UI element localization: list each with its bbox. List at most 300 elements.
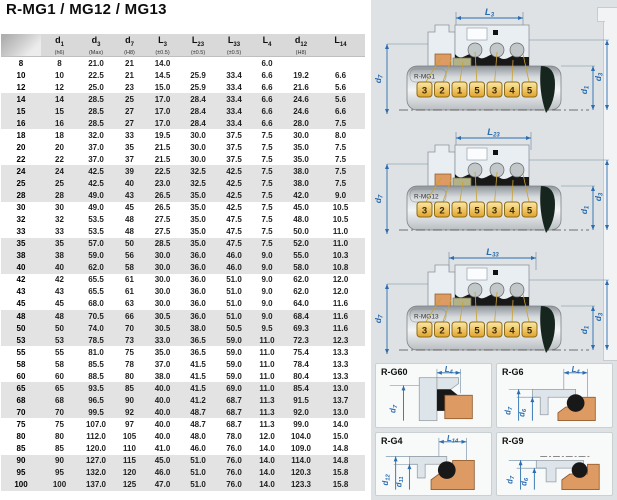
cell: 96.5 <box>88 395 104 405</box>
cell: 21.6 <box>293 82 309 92</box>
o-ring <box>567 394 585 412</box>
cell: 17.0 <box>154 106 171 116</box>
cell: 11.0 <box>259 383 275 393</box>
cell: 76.0 <box>226 468 242 478</box>
cell: 14.0 <box>332 419 349 429</box>
cell: 50.5 <box>226 323 242 333</box>
table-row <box>1 165 365 177</box>
table-row <box>1 129 365 141</box>
cell: 57.0 <box>88 239 104 249</box>
cell: 18 <box>16 130 26 140</box>
cell: 85 <box>16 444 26 454</box>
cell: 33.4 <box>226 118 242 128</box>
cell: 33.4 <box>226 70 242 80</box>
badge-number: 3 <box>491 205 498 217</box>
spring <box>510 163 524 177</box>
dim-label: d6 <box>519 477 530 486</box>
cell: 85 <box>125 383 134 393</box>
cell: 6.6 <box>261 106 273 116</box>
table-row <box>1 141 365 153</box>
cell: 9.0 <box>261 287 273 297</box>
cell: 32.0 <box>88 130 104 140</box>
cell: 53 <box>16 335 26 345</box>
cell: 76.0 <box>226 456 242 466</box>
cell: 26.5 <box>154 203 171 213</box>
cell: 45 <box>16 299 26 309</box>
cell: 6.6 <box>261 70 273 80</box>
cell: 10.3 <box>332 251 349 261</box>
dim-label: d1 <box>579 325 591 335</box>
cell: 30.0 <box>154 299 171 309</box>
cell: 58 <box>16 359 26 369</box>
cell: 14.0 <box>259 456 275 466</box>
badge-number: 2 <box>439 205 445 217</box>
cell: 13.0 <box>332 407 349 417</box>
cell: 132.0 <box>85 468 107 478</box>
table-row <box>1 202 365 214</box>
cell: 6.6 <box>261 118 273 128</box>
badge-number: 3 <box>421 205 428 217</box>
cell: 6.6 <box>261 82 273 92</box>
badge-number: 3 <box>421 85 428 97</box>
cell: 32.5 <box>190 178 206 188</box>
cell: 51.0 <box>226 287 242 297</box>
cell: 15.0 <box>332 431 349 441</box>
cell: 105 <box>122 431 137 441</box>
cell: 53.5 <box>88 215 104 225</box>
cell: 45.0 <box>293 203 309 213</box>
cell: 59.0 <box>226 371 242 381</box>
diagram-label: R-MG1 <box>414 73 435 81</box>
cell: 46.0 <box>154 468 171 478</box>
cell: 137.0 <box>85 480 107 490</box>
cell: 12.3 <box>332 335 349 345</box>
cell: 90 <box>16 456 26 466</box>
cell: 6.6 <box>261 94 273 104</box>
cell: 30.5 <box>154 323 171 333</box>
cell: 7.5 <box>261 215 273 225</box>
cell: 12.0 <box>259 431 275 441</box>
cell: 97 <box>125 419 134 429</box>
cell: 25.9 <box>190 70 206 80</box>
cell: 75.4 <box>293 347 309 357</box>
cell: 91.5 <box>293 395 309 405</box>
dim-label: d3 <box>593 192 605 202</box>
cell: 10 <box>55 70 64 80</box>
cell: 120.0 <box>85 444 107 454</box>
badge-number: 4 <box>509 205 515 217</box>
cell: 30.0 <box>154 275 171 285</box>
badge-number: 1 <box>456 205 463 217</box>
detail-card-r-g9 <box>496 432 613 497</box>
dim-label: d12 <box>380 473 392 486</box>
dim-label: d7 <box>505 475 517 484</box>
cell: 14.0 <box>154 58 171 68</box>
cell: 120.3 <box>290 468 312 478</box>
cell: 61 <box>125 275 134 285</box>
cell: 30.0 <box>190 154 206 164</box>
cell: 64.0 <box>293 299 309 309</box>
cell: 41.0 <box>154 444 171 454</box>
cell: 68.7 <box>226 395 242 405</box>
cell: 21.5 <box>154 142 171 152</box>
cell: 51.0 <box>190 456 206 466</box>
cell: 14.5 <box>154 70 171 80</box>
cell: 26.5 <box>154 191 171 201</box>
cell: 68 <box>16 395 26 405</box>
cell: 28 <box>16 191 26 201</box>
cell: 22 <box>55 154 64 164</box>
cell: 40 <box>16 263 26 273</box>
cell: 11.0 <box>259 359 275 369</box>
cell: 11.6 <box>332 311 349 321</box>
cell: 24.6 <box>293 94 309 104</box>
dim-label: d7 <box>373 314 385 324</box>
cell: 40 <box>55 263 64 273</box>
cell: 32.5 <box>190 166 206 176</box>
cell: 37.5 <box>226 142 242 152</box>
cell: 37.5 <box>226 130 242 140</box>
cell: 14.8 <box>332 444 349 454</box>
table-row <box>1 443 365 455</box>
badge-number: 3 <box>491 85 498 97</box>
cell: 92 <box>125 407 134 417</box>
cell: 70 <box>16 407 26 417</box>
cell: 51.0 <box>190 480 206 490</box>
table-row <box>1 93 365 105</box>
cell: 120 <box>122 468 137 478</box>
table-body <box>1 57 365 491</box>
cell: 45 <box>55 299 64 309</box>
cell: 70 <box>125 323 134 333</box>
cell: 40 <box>125 178 134 188</box>
cell: 22.5 <box>154 166 171 176</box>
badge-number: 4 <box>509 85 515 97</box>
cell: 36.5 <box>190 335 206 345</box>
seal-diagram-r-mg1 <box>371 4 617 122</box>
badge-number: 3 <box>491 325 498 337</box>
cell: 38.0 <box>293 166 309 176</box>
cell: 66 <box>125 311 134 321</box>
column-header-L3: $L_3$ (±0.5) <box>155 35 170 56</box>
cell: 30.0 <box>293 130 309 140</box>
cell: 41.2 <box>190 395 206 405</box>
cell: 55.0 <box>293 251 309 261</box>
cell: 14.8 <box>332 456 349 466</box>
cell: 100 <box>52 480 67 490</box>
cell: 51.0 <box>226 275 242 285</box>
cell: 14.0 <box>259 480 275 490</box>
cell: 78 <box>125 359 134 369</box>
badge-number: 5 <box>474 85 480 97</box>
table-row <box>1 382 365 394</box>
cell: 33.4 <box>226 82 242 92</box>
detail-cards <box>375 363 613 496</box>
cell: 6.6 <box>334 70 347 80</box>
cell: 109.0 <box>290 444 312 454</box>
cell: 35.0 <box>154 347 171 357</box>
cell: 46.0 <box>190 444 206 454</box>
cell: 27 <box>125 118 134 128</box>
table-row <box>1 57 365 69</box>
cell: 15 <box>16 106 26 116</box>
badge-number: 5 <box>526 205 533 217</box>
cell: 36.0 <box>190 311 206 321</box>
cell: 25 <box>125 94 134 104</box>
dim-label: d6 <box>517 408 529 417</box>
cell: 35 <box>55 239 64 249</box>
dim-label: L23 <box>487 127 500 139</box>
table-row <box>1 250 365 262</box>
card-label: R-G60 <box>381 367 408 377</box>
cell: 42 <box>55 275 64 285</box>
cell: 27.5 <box>154 215 171 225</box>
cell: 59.0 <box>226 359 242 369</box>
cell: 25 <box>55 178 64 188</box>
cell: 7.5 <box>334 142 347 152</box>
cell: 7.5 <box>261 227 273 237</box>
cell: 52.0 <box>293 239 309 249</box>
badge-number: 5 <box>526 85 533 97</box>
cell: 75 <box>125 347 134 357</box>
cell: 7.5 <box>261 178 273 188</box>
table-row <box>1 238 365 250</box>
badge-number: 1 <box>456 325 463 337</box>
cell: 92.0 <box>293 407 309 417</box>
cell: 15.8 <box>332 468 349 478</box>
cell: 100 <box>14 480 28 490</box>
table-row <box>1 479 365 491</box>
cell: 125 <box>122 480 137 490</box>
cell: 115 <box>123 456 136 466</box>
spring <box>510 283 524 297</box>
cell: 69.3 <box>293 323 309 333</box>
cell: 43 <box>125 191 134 201</box>
cell: 11.6 <box>332 299 349 309</box>
cell: 13.7 <box>332 395 349 405</box>
cell: 42.5 <box>88 178 104 188</box>
cell: 75 <box>55 419 64 429</box>
table-row <box>1 81 365 93</box>
badge-number: 4 <box>509 325 515 337</box>
table-row <box>1 105 365 117</box>
table-row <box>1 370 365 382</box>
cell: 40.0 <box>154 395 171 405</box>
table-row <box>1 262 365 274</box>
cell: 20 <box>16 142 26 152</box>
table-header <box>1 34 365 57</box>
cell: 32 <box>16 215 26 225</box>
cell: 53.5 <box>88 227 104 237</box>
cell: 110 <box>123 444 136 454</box>
cell: 36.0 <box>190 263 206 273</box>
cell: 43 <box>55 287 64 297</box>
cell: 80 <box>125 371 134 381</box>
cell: 10.5 <box>332 203 349 213</box>
cell: 25.0 <box>88 82 104 92</box>
cell: 24.6 <box>293 106 309 116</box>
cell: 55 <box>16 347 26 357</box>
cell: 11.3 <box>259 407 275 417</box>
cell: 37.0 <box>154 359 171 369</box>
table-row <box>1 298 365 310</box>
cell: 48.0 <box>190 431 206 441</box>
page-title: R-MG1 / MG12 / MG13 <box>6 1 167 18</box>
cell: 70.5 <box>88 311 104 321</box>
cell: 85.5 <box>88 359 104 369</box>
cell: 114.0 <box>291 456 311 466</box>
dim-label: d7 <box>373 74 385 84</box>
cell: 11.0 <box>332 239 349 249</box>
table-row <box>1 226 365 238</box>
diagram-label: R-MG12 <box>414 193 439 201</box>
cell: 74.0 <box>88 323 104 333</box>
cell: 25 <box>16 178 26 188</box>
table-row <box>1 430 365 442</box>
cell: 11.0 <box>259 335 275 345</box>
cell: 28 <box>55 191 64 201</box>
cell: 24 <box>16 166 26 176</box>
cell: 11.0 <box>259 371 275 381</box>
cell: 35.0 <box>293 154 309 164</box>
cell: 40.0 <box>154 431 171 441</box>
cell: 68.0 <box>88 299 104 309</box>
cell: 35.0 <box>190 227 206 237</box>
cell: 42.5 <box>226 166 242 176</box>
cell: 60 <box>55 371 64 381</box>
cell: 68.7 <box>226 419 242 429</box>
cell: 35.0 <box>190 191 206 201</box>
cell: 11.0 <box>259 347 275 357</box>
cell: 12 <box>16 82 26 92</box>
cell: 50.0 <box>293 227 309 237</box>
cell: 19.2 <box>293 70 309 80</box>
cell: 78.4 <box>293 359 309 369</box>
cell: 28.5 <box>88 106 104 116</box>
diagram-label: R-MG13 <box>414 313 439 321</box>
cell: 46.0 <box>226 251 242 261</box>
card-label: R-G4 <box>381 435 403 446</box>
cell: 11.3 <box>259 395 275 405</box>
cell: 16 <box>55 118 64 128</box>
cell: 21.5 <box>154 154 171 164</box>
cell: 63 <box>125 299 134 309</box>
cell: 39 <box>125 166 134 176</box>
cell: 56 <box>125 251 134 261</box>
cell: 28.5 <box>88 94 104 104</box>
column-header-d3: $d_3$ (Max) <box>88 35 104 56</box>
table-row <box>1 358 365 370</box>
cell: 28.4 <box>190 118 206 128</box>
badge-number: 5 <box>474 205 480 217</box>
cell: 50 <box>125 239 134 249</box>
cell: 76.0 <box>226 480 242 490</box>
cell: 21 <box>125 70 134 80</box>
cell: 41.5 <box>190 359 206 369</box>
column-header-d1: $d_1$ (h6) <box>54 35 65 56</box>
cell: 58 <box>125 263 134 273</box>
cell: 9.5 <box>261 323 273 333</box>
cell: 53 <box>55 335 64 345</box>
table-row <box>1 455 365 467</box>
cell: 107.0 <box>85 419 107 429</box>
column-header-L33: $L_{33}$ (±0.5) <box>226 35 242 56</box>
cell: 20 <box>55 142 64 152</box>
table-row <box>1 177 365 189</box>
cell: 21.0 <box>88 58 104 68</box>
dim-label: d1 <box>579 85 591 95</box>
cell: 62.0 <box>293 287 309 297</box>
table-row <box>1 117 365 129</box>
cell: 13.3 <box>332 359 349 369</box>
cell: 47.0 <box>154 480 171 490</box>
cell: 7.5 <box>261 166 273 176</box>
badge-number: 2 <box>439 325 445 337</box>
cell: 5.6 <box>334 94 347 104</box>
cell: 28.4 <box>190 106 206 116</box>
badge-number: 3 <box>421 325 428 337</box>
cell: 16 <box>16 118 26 128</box>
cell: 14 <box>55 94 64 104</box>
cell: 15.0 <box>154 82 171 92</box>
cell: 88.5 <box>88 371 104 381</box>
cell: 13.0 <box>332 383 349 393</box>
cell: 127.0 <box>85 456 107 466</box>
cell: 7.5 <box>261 154 273 164</box>
cell: 9.0 <box>261 275 273 285</box>
cell: 30 <box>16 203 26 213</box>
cell: 27 <box>125 106 134 116</box>
badge-number: 2 <box>439 85 445 97</box>
detail-card-r-g4 <box>375 432 492 497</box>
cell: 42.0 <box>293 191 309 201</box>
dimension-table <box>1 34 365 491</box>
cell: 7.5 <box>261 239 273 249</box>
cell: 11.0 <box>332 227 349 237</box>
cell: 99.5 <box>88 407 104 417</box>
cell: 6.0 <box>261 58 273 68</box>
table-row <box>1 418 365 430</box>
table-row <box>1 406 365 418</box>
cell: 65 <box>16 383 26 393</box>
cell: 35 <box>16 239 26 249</box>
table-row <box>1 69 365 81</box>
cell: 37.0 <box>88 154 104 164</box>
cell: 35 <box>125 142 134 152</box>
cell: 9.0 <box>334 191 347 201</box>
cell: 48.0 <box>293 215 309 225</box>
cell: 69.0 <box>226 383 242 393</box>
cell: 81.0 <box>88 347 104 357</box>
cell: 42.5 <box>88 166 104 176</box>
cell: 15.8 <box>332 480 349 490</box>
cell: 25.9 <box>190 82 206 92</box>
cell: 7.5 <box>261 191 273 201</box>
cell: 37.5 <box>226 154 242 164</box>
cell: 22.5 <box>88 70 104 80</box>
cell: 12 <box>55 82 64 92</box>
cell: 51.0 <box>190 468 206 478</box>
table-row <box>1 310 365 322</box>
table-row <box>1 346 365 358</box>
cell: 41.5 <box>190 371 206 381</box>
cell: 13.3 <box>332 371 349 381</box>
cell: 42 <box>16 275 26 285</box>
cell: 14.0 <box>259 444 275 454</box>
card-label: R-G9 <box>502 435 524 446</box>
cell: 59.0 <box>226 335 242 345</box>
cell: 9.0 <box>261 299 273 309</box>
